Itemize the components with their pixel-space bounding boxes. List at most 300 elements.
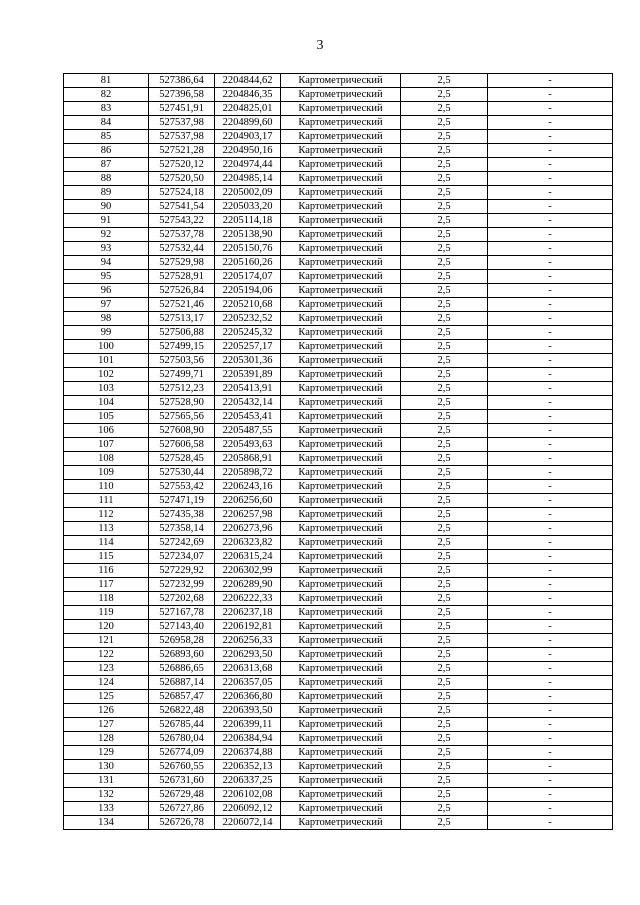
- method-cell: Картометрический: [281, 746, 401, 760]
- x-coordinate-cell: 527565,56: [149, 410, 215, 424]
- x-coordinate-cell: 527606,58: [149, 438, 215, 452]
- point-number-cell: 134: [64, 816, 149, 830]
- table-row: [64, 620, 613, 634]
- method-cell: Картометрический: [281, 760, 401, 774]
- table-row: [64, 746, 613, 760]
- method-cell: Картометрический: [281, 102, 401, 116]
- x-coordinate-cell: 527521,46: [149, 298, 215, 312]
- x-coordinate-cell: 527358,14: [149, 522, 215, 536]
- y-coordinate-cell: 2206302,99: [215, 564, 281, 578]
- method-cell: Картометрический: [281, 326, 401, 340]
- note-cell: -: [488, 312, 613, 326]
- table-row: [64, 802, 613, 816]
- point-number-cell: 106: [64, 424, 149, 438]
- note-cell: -: [488, 620, 613, 634]
- x-coordinate-cell: 527553,42: [149, 480, 215, 494]
- table-row: [64, 536, 613, 550]
- accuracy-cell: 2,5: [401, 690, 488, 704]
- table-row: [64, 606, 613, 620]
- point-number-cell: 92: [64, 228, 149, 242]
- method-cell: Картометрический: [281, 270, 401, 284]
- x-coordinate-cell: 527529,98: [149, 256, 215, 270]
- note-cell: -: [488, 662, 613, 676]
- y-coordinate-cell: 2204899,60: [215, 116, 281, 130]
- accuracy-cell: 2,5: [401, 256, 488, 270]
- point-number-cell: 132: [64, 788, 149, 802]
- table-row: [64, 816, 613, 830]
- method-cell: Картометрический: [281, 494, 401, 508]
- y-coordinate-cell: 2204844,62: [215, 74, 281, 88]
- accuracy-cell: 2,5: [401, 186, 488, 200]
- note-cell: -: [488, 116, 613, 130]
- method-cell: Картометрический: [281, 690, 401, 704]
- point-number-cell: 89: [64, 186, 149, 200]
- y-coordinate-cell: 2206337,25: [215, 774, 281, 788]
- method-cell: Картометрический: [281, 186, 401, 200]
- point-number-cell: 84: [64, 116, 149, 130]
- note-cell: -: [488, 410, 613, 424]
- note-cell: -: [488, 480, 613, 494]
- x-coordinate-cell: 527202,68: [149, 592, 215, 606]
- accuracy-cell: 2,5: [401, 648, 488, 662]
- x-coordinate-cell: 527506,88: [149, 326, 215, 340]
- table-row: [64, 256, 613, 270]
- accuracy-cell: 2,5: [401, 718, 488, 732]
- note-cell: -: [488, 774, 613, 788]
- point-number-cell: 110: [64, 480, 149, 494]
- method-cell: Картометрический: [281, 704, 401, 718]
- y-coordinate-cell: 2206323,82: [215, 536, 281, 550]
- accuracy-cell: 2,5: [401, 88, 488, 102]
- x-coordinate-cell: 527471,19: [149, 494, 215, 508]
- point-number-cell: 87: [64, 158, 149, 172]
- table-row: [64, 690, 613, 704]
- accuracy-cell: 2,5: [401, 704, 488, 718]
- x-coordinate-cell: 527143,40: [149, 620, 215, 634]
- method-cell: Картометрический: [281, 410, 401, 424]
- note-cell: -: [488, 760, 613, 774]
- accuracy-cell: 2,5: [401, 746, 488, 760]
- y-coordinate-cell: 2205301,36: [215, 354, 281, 368]
- table-row: [64, 424, 613, 438]
- note-cell: -: [488, 704, 613, 718]
- y-coordinate-cell: 2206315,24: [215, 550, 281, 564]
- x-coordinate-cell: 527528,45: [149, 452, 215, 466]
- method-cell: Картометрический: [281, 592, 401, 606]
- x-coordinate-cell: 526822,48: [149, 704, 215, 718]
- note-cell: -: [488, 606, 613, 620]
- method-cell: Картометрический: [281, 466, 401, 480]
- x-coordinate-cell: 527386,64: [149, 74, 215, 88]
- note-cell: -: [488, 144, 613, 158]
- x-coordinate-cell: 526760,55: [149, 760, 215, 774]
- y-coordinate-cell: 2206384,94: [215, 732, 281, 746]
- method-cell: Картометрический: [281, 158, 401, 172]
- x-coordinate-cell: 527242,69: [149, 536, 215, 550]
- y-coordinate-cell: 2205493,63: [215, 438, 281, 452]
- y-coordinate-cell: 2205487,55: [215, 424, 281, 438]
- accuracy-cell: 2,5: [401, 536, 488, 550]
- y-coordinate-cell: 2206102,08: [215, 788, 281, 802]
- method-cell: Картометрический: [281, 256, 401, 270]
- note-cell: -: [488, 746, 613, 760]
- table-row: [64, 494, 613, 508]
- x-coordinate-cell: 527532,44: [149, 242, 215, 256]
- point-number-cell: 107: [64, 438, 149, 452]
- table-row: [64, 592, 613, 606]
- method-cell: Картометрический: [281, 606, 401, 620]
- y-coordinate-cell: 2205194,06: [215, 284, 281, 298]
- accuracy-cell: 2,5: [401, 564, 488, 578]
- method-cell: Картометрический: [281, 284, 401, 298]
- point-number-cell: 104: [64, 396, 149, 410]
- note-cell: -: [488, 550, 613, 564]
- table-row: [64, 200, 613, 214]
- x-coordinate-cell: 526729,48: [149, 788, 215, 802]
- table-row: [64, 144, 613, 158]
- y-coordinate-cell: 2204903,17: [215, 130, 281, 144]
- accuracy-cell: 2,5: [401, 158, 488, 172]
- accuracy-cell: 2,5: [401, 494, 488, 508]
- y-coordinate-cell: 2206222,33: [215, 592, 281, 606]
- x-coordinate-cell: 527513,17: [149, 312, 215, 326]
- x-coordinate-cell: 526857,47: [149, 690, 215, 704]
- note-cell: -: [488, 158, 613, 172]
- x-coordinate-cell: 527499,15: [149, 340, 215, 354]
- note-cell: -: [488, 522, 613, 536]
- table-row: [64, 774, 613, 788]
- method-cell: Картометрический: [281, 536, 401, 550]
- point-number-cell: 116: [64, 564, 149, 578]
- method-cell: Картометрический: [281, 564, 401, 578]
- method-cell: Картометрический: [281, 242, 401, 256]
- y-coordinate-cell: 2205138,90: [215, 228, 281, 242]
- page-number: 3: [316, 38, 324, 53]
- point-number-cell: 91: [64, 214, 149, 228]
- point-number-cell: 94: [64, 256, 149, 270]
- y-coordinate-cell: 2206092,12: [215, 802, 281, 816]
- table-row: [64, 718, 613, 732]
- y-coordinate-cell: 2206072,14: [215, 816, 281, 830]
- x-coordinate-cell: 527499,71: [149, 368, 215, 382]
- x-coordinate-cell: 526958,28: [149, 634, 215, 648]
- note-cell: -: [488, 298, 613, 312]
- table-row: [64, 298, 613, 312]
- table-row: [64, 578, 613, 592]
- point-number-cell: 114: [64, 536, 149, 550]
- method-cell: Картометрический: [281, 214, 401, 228]
- accuracy-cell: 2,5: [401, 522, 488, 536]
- y-coordinate-cell: 2204825,01: [215, 102, 281, 116]
- note-cell: -: [488, 802, 613, 816]
- table-row: [64, 382, 613, 396]
- x-coordinate-cell: 527232,99: [149, 578, 215, 592]
- point-number-cell: 112: [64, 508, 149, 522]
- accuracy-cell: 2,5: [401, 396, 488, 410]
- accuracy-cell: 2,5: [401, 354, 488, 368]
- method-cell: Картометрический: [281, 620, 401, 634]
- method-cell: Картометрический: [281, 816, 401, 830]
- accuracy-cell: 2,5: [401, 732, 488, 746]
- point-number-cell: 82: [64, 88, 149, 102]
- x-coordinate-cell: 527541,54: [149, 200, 215, 214]
- method-cell: Картометрический: [281, 298, 401, 312]
- x-coordinate-cell: 526731,60: [149, 774, 215, 788]
- note-cell: -: [488, 494, 613, 508]
- x-coordinate-cell: 527528,90: [149, 396, 215, 410]
- point-number-cell: 130: [64, 760, 149, 774]
- note-cell: -: [488, 718, 613, 732]
- accuracy-cell: 2,5: [401, 452, 488, 466]
- x-coordinate-cell: 527537,78: [149, 228, 215, 242]
- point-number-cell: 125: [64, 690, 149, 704]
- y-coordinate-cell: 2205002,09: [215, 186, 281, 200]
- point-number-cell: 103: [64, 382, 149, 396]
- method-cell: Картометрический: [281, 774, 401, 788]
- table-row: [64, 102, 613, 116]
- x-coordinate-cell: 527451,91: [149, 102, 215, 116]
- point-number-cell: 122: [64, 648, 149, 662]
- point-number-cell: 117: [64, 578, 149, 592]
- accuracy-cell: 2,5: [401, 284, 488, 298]
- table-row: [64, 340, 613, 354]
- method-cell: Картометрический: [281, 172, 401, 186]
- y-coordinate-cell: 2205150,76: [215, 242, 281, 256]
- accuracy-cell: 2,5: [401, 312, 488, 326]
- note-cell: -: [488, 382, 613, 396]
- table-row: [64, 564, 613, 578]
- accuracy-cell: 2,5: [401, 438, 488, 452]
- method-cell: Картометрический: [281, 550, 401, 564]
- accuracy-cell: 2,5: [401, 326, 488, 340]
- y-coordinate-cell: 2205868,91: [215, 452, 281, 466]
- note-cell: -: [488, 578, 613, 592]
- accuracy-cell: 2,5: [401, 200, 488, 214]
- table-row: [64, 158, 613, 172]
- y-coordinate-cell: 2204974,44: [215, 158, 281, 172]
- note-cell: -: [488, 186, 613, 200]
- x-coordinate-cell: 527520,12: [149, 158, 215, 172]
- method-cell: Картометрический: [281, 578, 401, 592]
- x-coordinate-cell: 526774,09: [149, 746, 215, 760]
- table-row: [64, 172, 613, 186]
- accuracy-cell: 2,5: [401, 74, 488, 88]
- point-number-cell: 118: [64, 592, 149, 606]
- table-row: [64, 522, 613, 536]
- method-cell: Картометрический: [281, 676, 401, 690]
- x-coordinate-cell: 526893,60: [149, 648, 215, 662]
- accuracy-cell: 2,5: [401, 298, 488, 312]
- table-row: [64, 130, 613, 144]
- table-row: [64, 732, 613, 746]
- table-row: [64, 788, 613, 802]
- note-cell: -: [488, 536, 613, 550]
- table-row: [64, 284, 613, 298]
- note-cell: -: [488, 340, 613, 354]
- accuracy-cell: 2,5: [401, 620, 488, 634]
- table-row: [64, 88, 613, 102]
- note-cell: -: [488, 564, 613, 578]
- y-coordinate-cell: 2206257,98: [215, 508, 281, 522]
- method-cell: Картометрический: [281, 452, 401, 466]
- note-cell: -: [488, 396, 613, 410]
- point-number-cell: 83: [64, 102, 149, 116]
- note-cell: -: [488, 130, 613, 144]
- note-cell: -: [488, 200, 613, 214]
- note-cell: -: [488, 284, 613, 298]
- y-coordinate-cell: 2206393,50: [215, 704, 281, 718]
- x-coordinate-cell: 527526,84: [149, 284, 215, 298]
- method-cell: Картометрический: [281, 424, 401, 438]
- x-coordinate-cell: 526887,14: [149, 676, 215, 690]
- note-cell: -: [488, 368, 613, 382]
- note-cell: -: [488, 228, 613, 242]
- accuracy-cell: 2,5: [401, 550, 488, 564]
- method-cell: Картометрический: [281, 718, 401, 732]
- accuracy-cell: 2,5: [401, 340, 488, 354]
- table-row: [64, 242, 613, 256]
- table-row: [64, 396, 613, 410]
- note-cell: -: [488, 102, 613, 116]
- y-coordinate-cell: 2204950,16: [215, 144, 281, 158]
- x-coordinate-cell: 527167,78: [149, 606, 215, 620]
- note-cell: -: [488, 354, 613, 368]
- point-number-cell: 115: [64, 550, 149, 564]
- note-cell: -: [488, 242, 613, 256]
- accuracy-cell: 2,5: [401, 662, 488, 676]
- point-number-cell: 124: [64, 676, 149, 690]
- method-cell: Картометрический: [281, 130, 401, 144]
- accuracy-cell: 2,5: [401, 480, 488, 494]
- y-coordinate-cell: 2205160,26: [215, 256, 281, 270]
- x-coordinate-cell: 527512,23: [149, 382, 215, 396]
- y-coordinate-cell: 2205114,18: [215, 214, 281, 228]
- method-cell: Картометрический: [281, 788, 401, 802]
- y-coordinate-cell: 2206237,18: [215, 606, 281, 620]
- point-number-cell: 133: [64, 802, 149, 816]
- accuracy-cell: 2,5: [401, 116, 488, 130]
- method-cell: Картометрический: [281, 802, 401, 816]
- point-number-cell: 109: [64, 466, 149, 480]
- accuracy-cell: 2,5: [401, 424, 488, 438]
- coordinates-table: [63, 73, 613, 830]
- point-number-cell: 119: [64, 606, 149, 620]
- accuracy-cell: 2,5: [401, 802, 488, 816]
- table-row: [64, 760, 613, 774]
- point-number-cell: 120: [64, 620, 149, 634]
- x-coordinate-cell: 527524,18: [149, 186, 215, 200]
- accuracy-cell: 2,5: [401, 368, 488, 382]
- point-number-cell: 100: [64, 340, 149, 354]
- point-number-cell: 105: [64, 410, 149, 424]
- point-number-cell: 128: [64, 732, 149, 746]
- note-cell: -: [488, 816, 613, 830]
- y-coordinate-cell: 2205257,17: [215, 340, 281, 354]
- x-coordinate-cell: 527520,50: [149, 172, 215, 186]
- method-cell: Картометрический: [281, 144, 401, 158]
- note-cell: -: [488, 74, 613, 88]
- table-row: [64, 368, 613, 382]
- table-row: [64, 354, 613, 368]
- note-cell: -: [488, 326, 613, 340]
- method-cell: Картометрический: [281, 508, 401, 522]
- x-coordinate-cell: 527528,91: [149, 270, 215, 284]
- method-cell: Картометрический: [281, 732, 401, 746]
- note-cell: -: [488, 438, 613, 452]
- accuracy-cell: 2,5: [401, 382, 488, 396]
- point-number-cell: 121: [64, 634, 149, 648]
- method-cell: Картометрический: [281, 354, 401, 368]
- note-cell: -: [488, 452, 613, 466]
- accuracy-cell: 2,5: [401, 816, 488, 830]
- accuracy-cell: 2,5: [401, 466, 488, 480]
- note-cell: -: [488, 690, 613, 704]
- y-coordinate-cell: 2206289,90: [215, 578, 281, 592]
- point-number-cell: 129: [64, 746, 149, 760]
- note-cell: -: [488, 466, 613, 480]
- table-row: [64, 452, 613, 466]
- y-coordinate-cell: 2205432,14: [215, 396, 281, 410]
- method-cell: Картометрический: [281, 88, 401, 102]
- accuracy-cell: 2,5: [401, 606, 488, 620]
- point-number-cell: 98: [64, 312, 149, 326]
- y-coordinate-cell: 2205174,07: [215, 270, 281, 284]
- note-cell: -: [488, 172, 613, 186]
- method-cell: Картометрический: [281, 382, 401, 396]
- table-row: [64, 508, 613, 522]
- y-coordinate-cell: 2205033,20: [215, 200, 281, 214]
- note-cell: -: [488, 214, 613, 228]
- point-number-cell: 111: [64, 494, 149, 508]
- accuracy-cell: 2,5: [401, 788, 488, 802]
- accuracy-cell: 2,5: [401, 242, 488, 256]
- y-coordinate-cell: 2206366,80: [215, 690, 281, 704]
- y-coordinate-cell: 2206374,88: [215, 746, 281, 760]
- x-coordinate-cell: 526727,86: [149, 802, 215, 816]
- accuracy-cell: 2,5: [401, 270, 488, 284]
- note-cell: -: [488, 788, 613, 802]
- accuracy-cell: 2,5: [401, 130, 488, 144]
- x-coordinate-cell: 527229,92: [149, 564, 215, 578]
- table-row: [64, 74, 613, 88]
- point-number-cell: 127: [64, 718, 149, 732]
- note-cell: -: [488, 256, 613, 270]
- y-coordinate-cell: 2204846,35: [215, 88, 281, 102]
- point-number-cell: 102: [64, 368, 149, 382]
- point-number-cell: 85: [64, 130, 149, 144]
- accuracy-cell: 2,5: [401, 228, 488, 242]
- y-coordinate-cell: 2206256,60: [215, 494, 281, 508]
- x-coordinate-cell: 527530,44: [149, 466, 215, 480]
- method-cell: Картометрический: [281, 340, 401, 354]
- point-number-cell: 96: [64, 284, 149, 298]
- x-coordinate-cell: 527608,90: [149, 424, 215, 438]
- accuracy-cell: 2,5: [401, 760, 488, 774]
- y-coordinate-cell: 2205210,68: [215, 298, 281, 312]
- y-coordinate-cell: 2206243,16: [215, 480, 281, 494]
- note-cell: -: [488, 270, 613, 284]
- table-row: [64, 326, 613, 340]
- accuracy-cell: 2,5: [401, 508, 488, 522]
- method-cell: Картометрический: [281, 368, 401, 382]
- note-cell: -: [488, 634, 613, 648]
- y-coordinate-cell: 2206256,33: [215, 634, 281, 648]
- x-coordinate-cell: 527521,28: [149, 144, 215, 158]
- table-row: [64, 228, 613, 242]
- accuracy-cell: 2,5: [401, 172, 488, 186]
- point-number-cell: 90: [64, 200, 149, 214]
- note-cell: -: [488, 88, 613, 102]
